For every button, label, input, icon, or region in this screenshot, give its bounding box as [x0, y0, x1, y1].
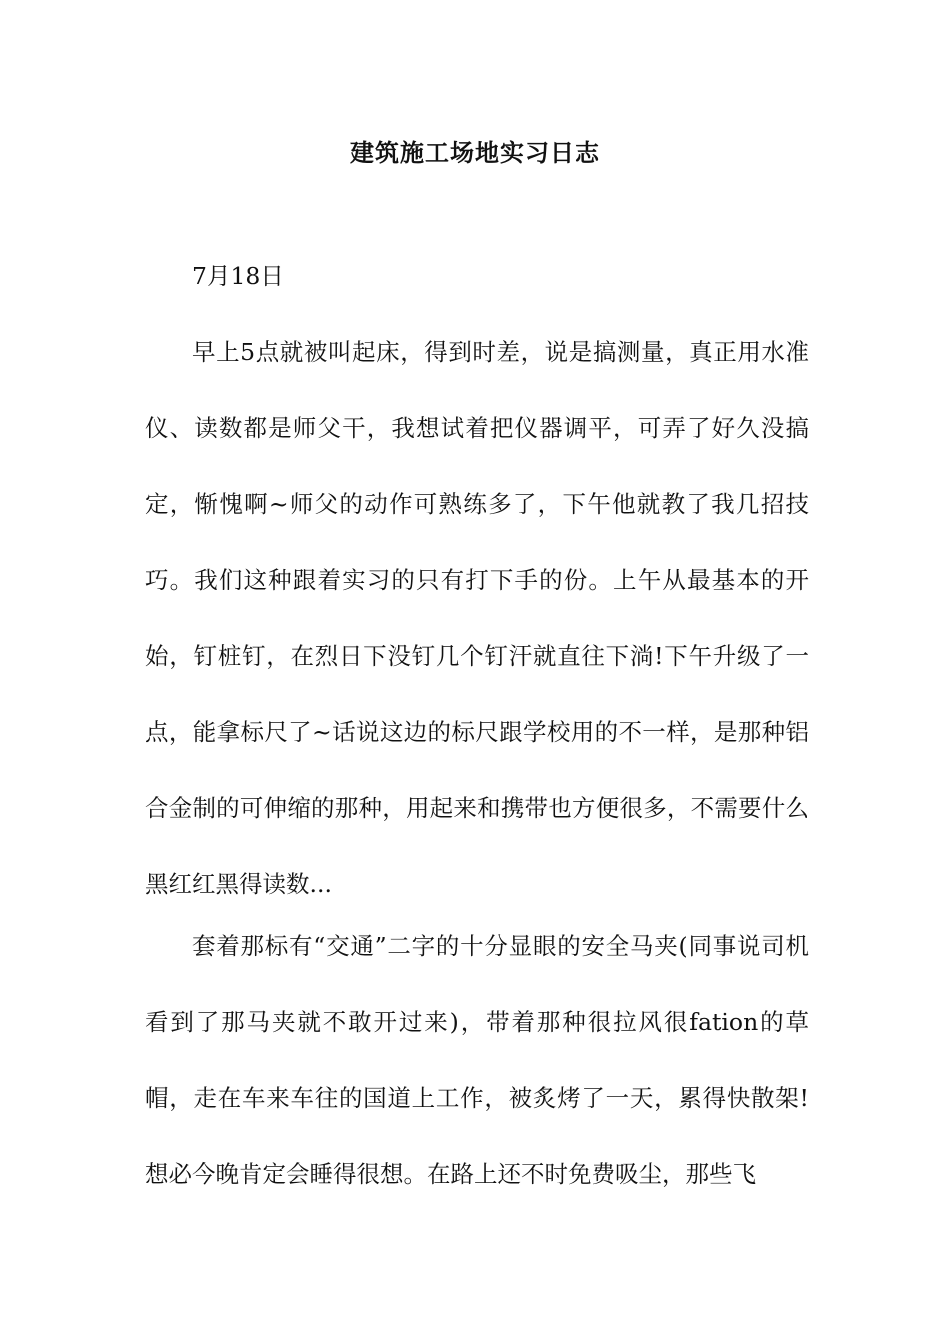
- paragraph-2: 套着那标有“交通”二字的十分显眼的安全马夹(同事说司机看到了那马夹就不敢开过来)，带着那种很拉风很fation的草帽，走在车来车往的国道上工作，被炙烤了一天，累得快散架!想必今晚肯定会睡得很想。在路上还不时免费吸尘，那些飞: [145, 932, 809, 1188]
- paragraph-1: 早上5点就被叫起床，得到时差，说是搞测量，真正用水准仪、读数都是师父干，我想试着把仪器调平，可弄了好久没搞定，惭愧啊~师父的动作可熟练多了，下午他就教了我几招技巧。我们这种跟着实习的只有打下手的份。上午从最基本的开始，钉桩钉，在烈日下没钉几个钉汗就直往下淌!下午升级了一点，能拿标尺了~话说这边的标尺跟学校用的不一样，是那种铝合金制的可伸缩的那种，用起来和携带也方便很多，不需要什么黑红红黑得读数...: [145, 338, 809, 898]
- log-date: 7月18日: [192, 262, 284, 290]
- document-title: 建筑施工场地实习日志: [350, 138, 600, 167]
